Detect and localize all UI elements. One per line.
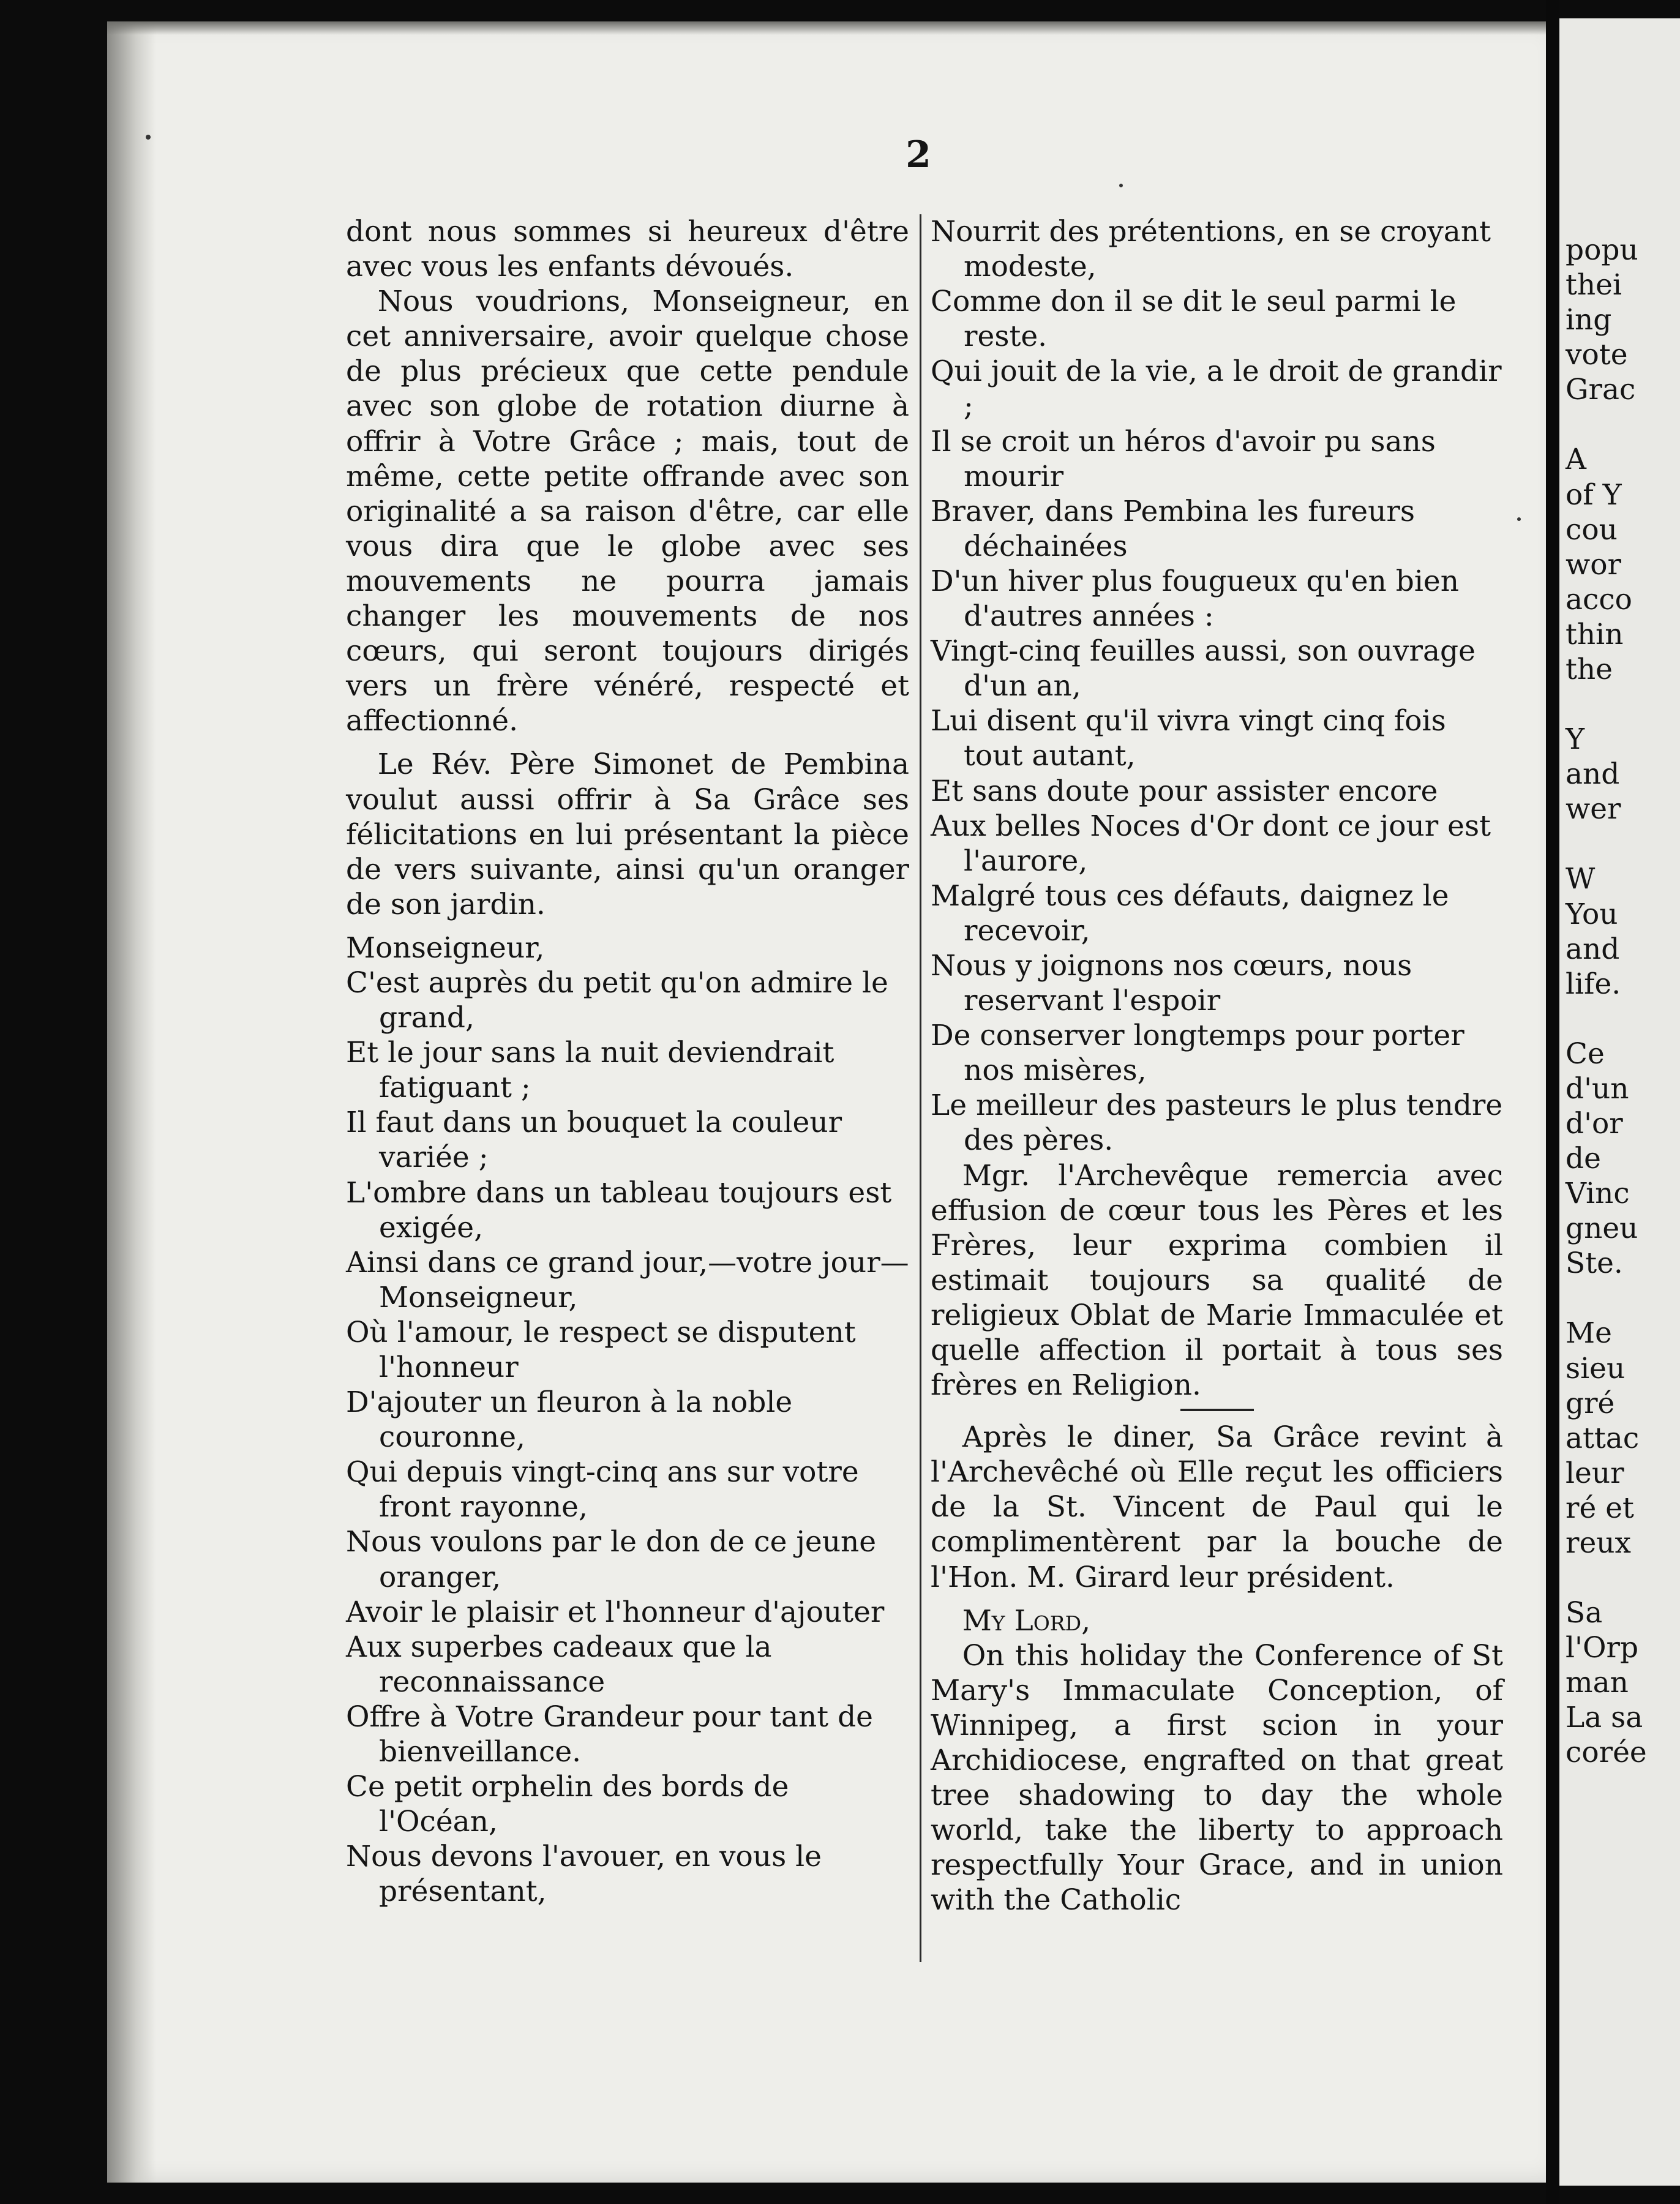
poem-line: Qui depuis vingt-cinq ans sur votre front rayonne, <box>346 1455 859 1524</box>
paragraph-archbishop-reply: Mgr. l'Archevêque remercia avec effusion de cœur tous les Pères et les Frères, leur exprima combien il estimait toujours sa qualité de religieux Oblat de Marie Immaculée et quelle affection il portait à tous ses frères en Religion. <box>931 1158 1503 1403</box>
poem-part-2 <box>931 214 1503 1158</box>
adjacent-page-fragment: attac <box>1566 1421 1640 1455</box>
adjacent-page-fragment: corée <box>1566 1736 1647 1770</box>
poem-line: Lui disent qu'il vivra vingt cinq fois tout autant, <box>931 704 1446 773</box>
fragment-gap <box>1566 826 1647 861</box>
fragment-gap <box>1566 1002 1647 1036</box>
poem-line: Il se croit un héros d'avoir pu sans mourir <box>931 424 1436 493</box>
adjacent-page-fragment: and <box>1566 757 1620 792</box>
adjacent-page-fragment: acco <box>1566 582 1632 617</box>
adjacent-page-fragment: vote <box>1566 338 1628 372</box>
poem-line: Nourrit des prétentions, en se croyant modeste, <box>931 215 1491 284</box>
poem-line: Aux belles Noces d'Or dont ce jour est l'aurore, <box>931 809 1491 878</box>
fragment-gap <box>1566 1281 1647 1316</box>
left-column <box>346 214 909 1910</box>
adjacent-page-fragment: the <box>1566 653 1613 687</box>
poem-line: D'ajouter un fleuron à la noble couronne, <box>346 1385 793 1455</box>
adjacent-page-fragment: Grac <box>1566 373 1636 407</box>
adjacent-page-fragment: A <box>1566 443 1586 477</box>
page-left-shadow <box>107 21 156 2183</box>
poem-line: Qui jouit de la vie, a le droit de grandir ; <box>931 354 1502 424</box>
section-divider <box>1180 1409 1254 1411</box>
ink-speck <box>1517 517 1521 521</box>
fragment-gap <box>1566 1561 1647 1595</box>
poem-line: D'un hiver plus fougueux qu'en bien d'autres années : <box>931 564 1459 634</box>
adjacent-page-fragment: of Y <box>1566 478 1622 512</box>
adjacent-page-fragment: Me <box>1566 1316 1612 1351</box>
adjacent-page-fragment: life. <box>1566 967 1621 1001</box>
poem-line: Ainsi dans ce grand jour,—votre jour—Monseigneur, <box>346 1245 909 1314</box>
adjacent-page-fragment: l'Orp <box>1566 1631 1639 1665</box>
page-number: 2 <box>906 133 931 176</box>
adjacent-page-fragment: man <box>1566 1666 1629 1700</box>
poem-line: L'ombre dans un tableau toujours est exigée, <box>346 1175 892 1245</box>
poem-salutation: Monseigneur, <box>346 931 545 965</box>
poem-line: Où l'amour, le respect se disputent l'honneur <box>346 1315 856 1384</box>
poem-line: Nous y joignons nos cœurs, nous reservant l'espoir <box>931 948 1412 1018</box>
adjacent-page-fragment: wer <box>1566 792 1621 826</box>
adjacent-page-fragment: Sa <box>1566 1596 1603 1630</box>
poem-line: Braver, dans Pembina les fureurs déchainées <box>931 494 1415 563</box>
adjacent-page-fragment: ing <box>1566 303 1612 337</box>
column-rule <box>920 214 921 1962</box>
fragment-gap <box>1566 687 1647 722</box>
poem-line: Vingt-cinq feuilles aussi, son ouvrage d'un an, <box>931 634 1476 703</box>
adjacent-page-fragment: and <box>1566 932 1620 966</box>
adjacent-page-fragment: d'un <box>1566 1071 1629 1106</box>
adjacent-page-fragment: leur <box>1566 1456 1624 1490</box>
poem-line: Malgré tous ces défauts, daignez le recevoir, <box>931 879 1449 948</box>
poem-line: Nous voulons par le don de ce jeune oranger, <box>346 1525 877 1594</box>
poem-line: Comme don il se dit le seul parmi le reste. <box>931 285 1457 354</box>
ink-speck <box>1119 184 1123 187</box>
adjacent-page-fragment: Ce <box>1566 1036 1605 1071</box>
poem-line: Offre à Votre Grandeur pour tant de bienveillance. <box>346 1700 873 1769</box>
poem-line: Le meilleur des pasteurs le plus tendre des pères. <box>931 1089 1503 1158</box>
adjacent-page-fragment: de <box>1566 1142 1601 1176</box>
adjacent-page-fragment: Y <box>1566 722 1585 757</box>
fragment-gap <box>1566 407 1647 442</box>
adjacent-page-fragment: wor <box>1566 547 1621 582</box>
paragraph-english-address: On this holiday the Conference of St Mary's Immaculate Conception, of Winnipeg, a first scion in your Archidiocese, engrafted on that great tree shadowing to day the whole world, take the liberty to approach respectfully Your Grace, and in union with the Catholic <box>931 1638 1503 1917</box>
adjacent-page-fragment: cou <box>1566 512 1618 547</box>
poem-line: Nous devons l'avouer, en vous le présentant, <box>346 1840 822 1909</box>
adjacent-page-fragment: Ste. <box>1566 1246 1623 1281</box>
poem-part-1 <box>346 965 909 1910</box>
poem-line: Et sans doute pour assister encore <box>931 774 1438 808</box>
paragraph-after-dinner: Après le diner, Sa Grâce revint à l'Archevêché où Elle reçut les officiers de la St. Vincent de Paul qui le complimentèrent par la bouche de l'Hon. M. Girard leur président. <box>931 1420 1503 1594</box>
adjacent-page-strip <box>1559 18 1680 2186</box>
poem-line: Aux superbes cadeaux que la reconnaissance <box>346 1630 772 1699</box>
adjacent-page-text <box>1566 233 1647 1771</box>
adjacent-page-fragment: d'or <box>1566 1106 1623 1141</box>
adjacent-page-fragment: gré <box>1566 1386 1615 1420</box>
english-salutation: My Lord, <box>962 1603 1091 1638</box>
adjacent-page-fragment: thei <box>1566 268 1622 302</box>
poem-line: C'est auprès du petit qu'on admire le grand, <box>346 965 888 1035</box>
book-gutter <box>1546 0 1559 2204</box>
poem-line: De conserver longtemps pour porter nos misères, <box>931 1019 1464 1088</box>
paragraph-address: Nous voudrions, Monseigneur, en cet anniversaire, avoir quelque chose de plus précieux que cette pendule avec son globe de rotation diurne à offrir à Votre Grâce ; mais, tout de même, cette petite offrande avec son originalité a sa raison d'être, car elle vous dira que le globe avec ses mouvements ne pourra jamais changer les mouvements de nos cœurs, qui seront toujours dirigés vers un frère vénéré, respecté et affectionné. <box>346 285 909 738</box>
poem-line: Il faut dans un bouquet la couleur variée ; <box>346 1106 842 1175</box>
right-column <box>931 214 1503 1918</box>
adjacent-page-fragment: gneu <box>1566 1212 1638 1246</box>
adjacent-page-fragment: thin <box>1566 617 1624 651</box>
adjacent-page-fragment: La sa <box>1566 1701 1643 1735</box>
poem-line: Ce petit orphelin des bords de l'Océan, <box>346 1770 789 1839</box>
poem-line: Avoir le plaisir et l'honneur d'ajouter <box>346 1595 885 1629</box>
adjacent-page-fragment: Vinc <box>1566 1177 1630 1211</box>
ink-speck <box>146 135 151 140</box>
adjacent-page-fragment: You <box>1566 897 1618 931</box>
paragraph-continuation: dont nous sommes si heureux d'être avec vous les enfants dévoués. <box>346 215 909 284</box>
adjacent-page-fragment: W <box>1566 862 1596 896</box>
adjacent-page-fragment: popu <box>1566 233 1638 267</box>
paragraph-simonet: Le Rév. Père Simonet de Pembina voulut aussi offrir à Sa Grâce ses félicitations en lui présentant la pièce de vers suivante, ainsi qu'un oranger de son jardin. <box>346 748 909 921</box>
adjacent-page-fragment: ré et <box>1566 1491 1634 1525</box>
page-top-shadow <box>107 21 1559 35</box>
adjacent-page-fragment: reux <box>1566 1526 1632 1560</box>
adjacent-page-fragment: sieu <box>1566 1351 1626 1385</box>
poem-line: Et le jour sans la nuit deviendrait fatiguant ; <box>346 1036 834 1105</box>
